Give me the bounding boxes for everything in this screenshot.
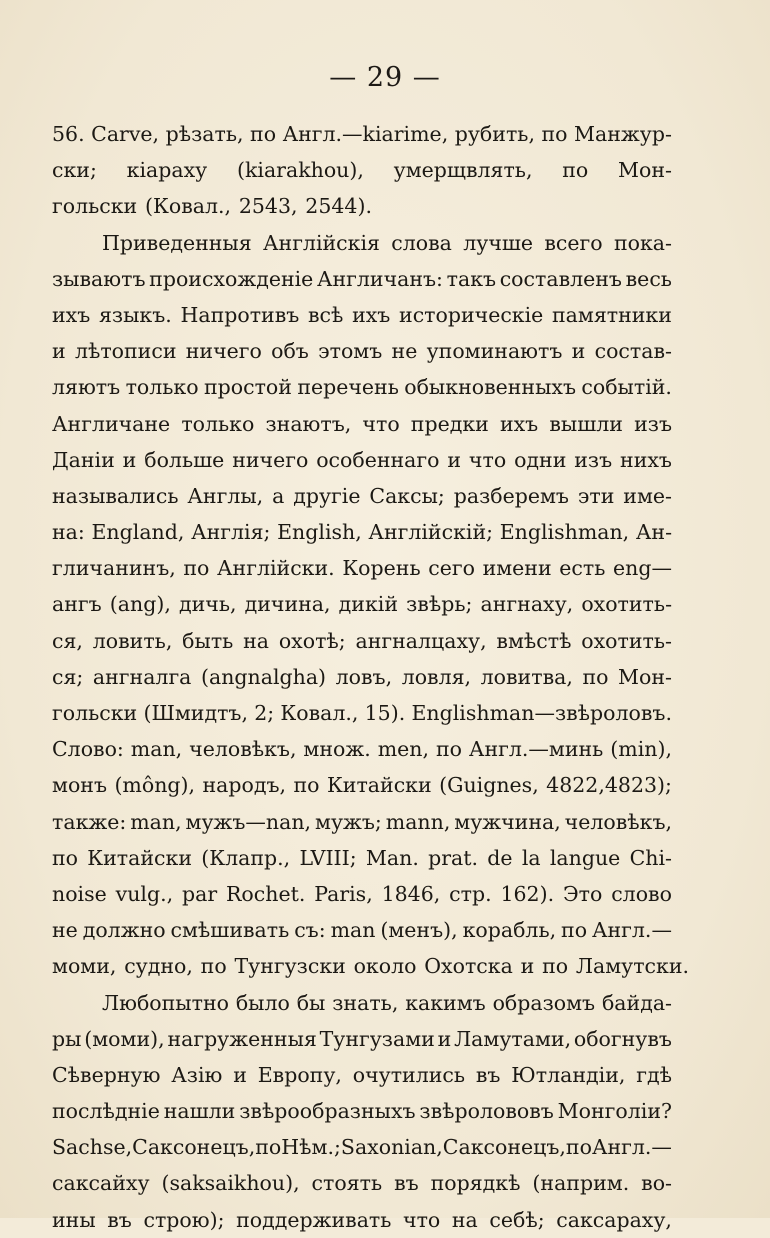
text-line: гольски (Шмидтъ, 2; Ковал., 15). Englishman—звѣроловъ. bbox=[52, 701, 672, 725]
text-line: моми, судно, по Тунгузски около Охотска и по Ламутски. bbox=[52, 954, 690, 979]
text-line: Любопытно было бы знать, какимъ образомъ байда- bbox=[102, 990, 672, 1015]
text-line: 56. Carve, рѣзать, по Англ.—kiarime, рубить, по Манжур- bbox=[52, 122, 672, 146]
text-line: гольски (Ковал., 2543, 2544). bbox=[52, 194, 372, 219]
text-line: ляютъ только простой перечень обыкновенныхъ событій. bbox=[52, 375, 672, 400]
text-line: Sachse, Саксонецъ, по Нѣм.; Saxonian, Саксонецъ, по Англ.— bbox=[52, 1135, 672, 1160]
page-number: — 29 — bbox=[329, 62, 441, 93]
text-line: ры (моми), нагруженныя Тунгузами и Ламутами, обогнувъ bbox=[52, 1026, 672, 1051]
text-line: Слово: man, человѣкъ, множ. men, по Англ.—минь (min), bbox=[52, 737, 672, 762]
text-line: Сѣверную Азію и Европу, очутились въ Ютландіи, гдѣ bbox=[52, 1062, 672, 1087]
text-line: гличанинъ, по Англійски. Корень сего имени есть eng— bbox=[52, 556, 672, 581]
text-line: ся; ангналга (angnalgha) ловъ, ловля, ловитва, по Мон- bbox=[52, 664, 672, 689]
text-line: Приведенныя Англійскія слова лучше всего пока- bbox=[102, 230, 672, 255]
text-line: по Китайски (Клапр., LVIII; Man. prat. de la langue Chi- bbox=[52, 845, 672, 870]
text-line: Даніи и больше ничего особеннаго и что одни изъ нихъ bbox=[52, 447, 672, 472]
text-line: зываютъ происхожденіе Англичанъ: такъ составленъ весь bbox=[52, 266, 672, 291]
text-line: и лѣтописи ничего объ этомъ не упоминаютъ и состав- bbox=[52, 339, 672, 364]
text-line: ины въ строю); поддерживать что на себѣ; саксараху, bbox=[52, 1207, 672, 1232]
text-line: ангъ (ang), дичь, дичина, дикій звѣрь; ангнаху, охотить- bbox=[52, 592, 672, 617]
text-line: саксайху (saksaikhou), стоять въ порядкѣ (наприм. во- bbox=[52, 1171, 672, 1196]
text-line: не должно смѣшивать съ: man (менъ), корабль, по Англ.— bbox=[52, 918, 672, 943]
body-text bbox=[52, 116, 690, 1238]
text-line: монъ (mông), народъ, по Китайски (Guignes, 4822,4823); bbox=[52, 773, 672, 798]
text-line: послѣдніе нашли звѣрообразныхъ звѣролововъ Монголіи? bbox=[52, 1099, 672, 1124]
text-line: ся, ловить, быть на охотѣ; ангналцаху, вмѣстѣ охотить- bbox=[52, 628, 672, 653]
text-line: также: man, мужъ—nan, мужъ; mann, мужчина, человѣкъ, bbox=[52, 809, 672, 834]
text-line: Англичане только знаютъ, что предки ихъ вышли изъ bbox=[52, 411, 672, 436]
text-line: назывались Англы, а другіе Саксы; разберемъ эти име- bbox=[52, 483, 672, 508]
text-line: на: England, Англія; English, Англійскій; Englishman, Ан- bbox=[52, 520, 672, 545]
text-line: ски; кіараху (kiarakhou), умерщвлять, по Мон- bbox=[52, 158, 672, 183]
text-line: noise vulg., par Rochet. Paris, 1846, стр. 162). Это слово bbox=[52, 881, 672, 906]
text-line: ихъ языкъ. Напротивъ всѣ ихъ историческіе памятники bbox=[52, 302, 672, 327]
